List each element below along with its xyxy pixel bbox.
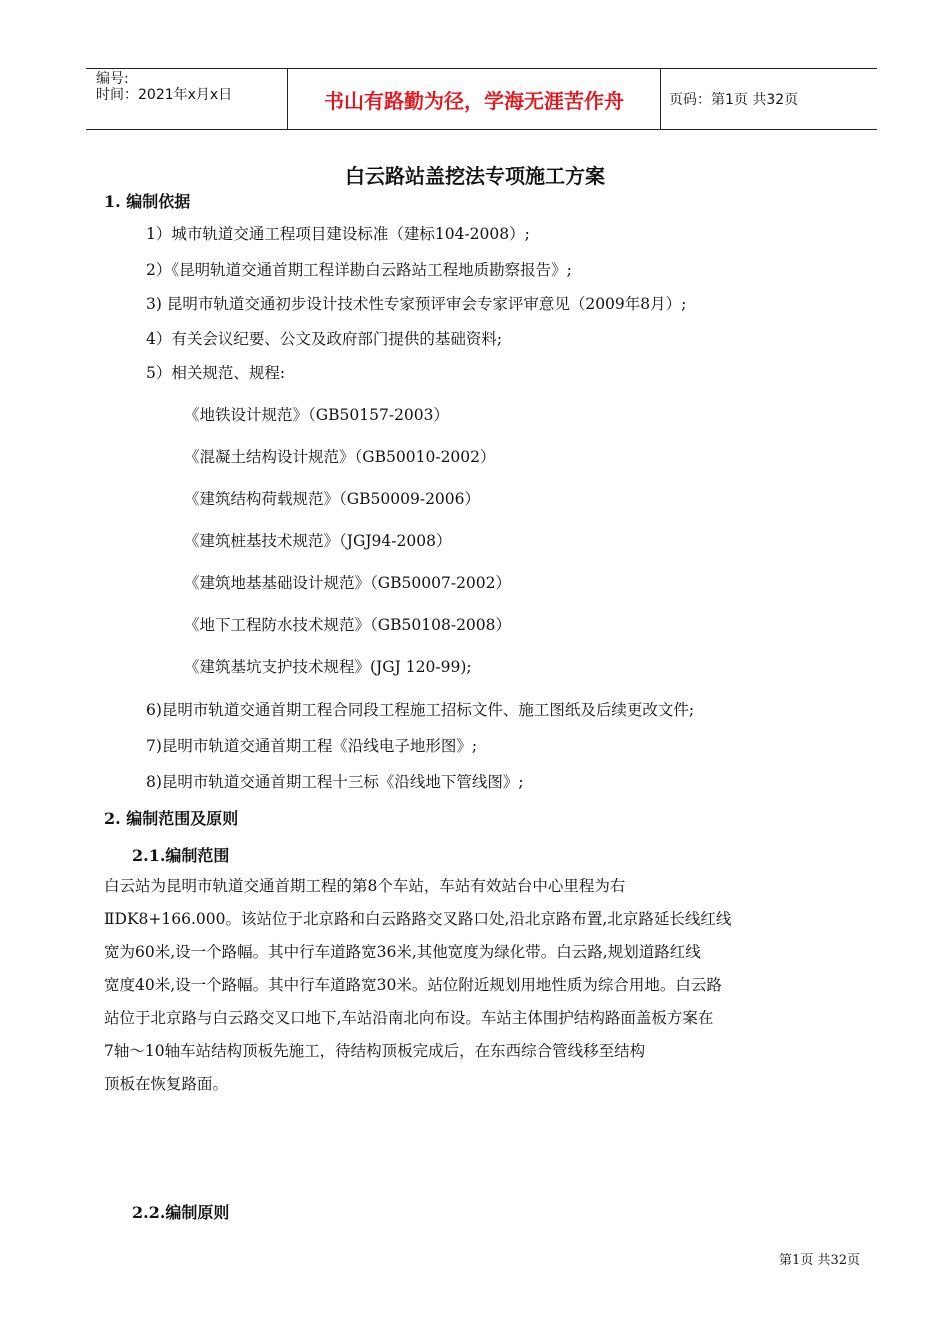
basis-item-7: 7)昆明市轨道交通首期工程《沿线电子地形图》; (146, 737, 478, 755)
standard-4: 《建筑桩基技术规范》（JGJ94-2008） (184, 532, 452, 550)
subsection-2-1-heading: 2.1.编制范围 (132, 846, 230, 865)
document-title: 白云路站盖挖法专项施工方案 (345, 164, 605, 188)
scope-line-7: 顶板在恢复路面。 (104, 1075, 229, 1093)
page-footer: 第1页 共32页 (779, 1253, 860, 1268)
scope-line-2: ⅡDK8+166.000。该站位于北京路和白云路路交叉路口处,沿北京路布置,北京路延长线红线 (104, 910, 732, 928)
standard-6: 《地下工程防水技术规范》（GB50108-2008） (184, 616, 512, 634)
time-label: 时间：2021年x月x日 (96, 87, 233, 103)
section-2-heading: 2. 编制范围及原则 (104, 809, 239, 828)
section-1-heading: 1. 编制依据 (104, 192, 191, 211)
scope-line-5: 站位于北京路与白云路交叉口地下,车站沿南北向布设。车站主体围护结构路面盖板方案在 (104, 1009, 714, 1027)
standard-1: 《地铁设计规范》（GB50157-2003） (184, 406, 450, 424)
scope-line-1: 白云站为昆明市轨道交通首期工程的第8个车站，车站有效站台中心里程为右 (104, 877, 626, 895)
standard-5: 《建筑地基基础设计规范》（GB50007-2002） (184, 574, 512, 592)
scope-paragraph (104, 870, 864, 1101)
basis-item-4: 4）有关会议纪要、公文及政府部门提供的基础资料; (146, 330, 503, 348)
header-meta (86, 69, 288, 129)
basis-item-3: 3) 昆明市轨道交通初步设计技术性专家预评审会专家评审意见（2009年8月）; (146, 295, 687, 313)
number-label: 编号: (96, 71, 129, 87)
scope-line-6: 7轴～10轴车站结构顶板先施工，待结构顶板完成后，在东西综合管线移至结构 (104, 1042, 646, 1060)
basis-item-5: 5）相关规范、规程: (146, 364, 286, 382)
header-page-info: 页码：第1页 共32页 (669, 92, 799, 108)
standard-7: 《建筑基坑支护技术规程》(JGJ 120-99); (184, 658, 472, 676)
basis-item-2: 2）《昆明轨道交通首期工程详勘白云路站工程地质勘察报告》; (146, 261, 572, 279)
standard-3: 《建筑结构荷载规范》（GB50009-2006） (184, 490, 481, 508)
basis-item-6: 6)昆明市轨道交通首期工程合同段工程施工招标文件、施工图纸及后续更改文件; (146, 701, 695, 719)
basis-item-8: 8)昆明市轨道交通首期工程十三标《沿线地下管线图》; (146, 773, 524, 791)
scope-line-4: 宽度40米,设一个路幅。其中行车道路宽30米。站位附近规划用地性质为综合用地。白云路 (104, 976, 722, 994)
subsection-2-2-heading: 2.2.编制原则 (132, 1203, 230, 1222)
scope-line-3: 宽为60米,设一个路幅。其中行车道路宽36米,其他宽度为绿化带。白云路,规划道路红线 (104, 943, 701, 961)
basis-item-1: 1）城市轨道交通工程项目建设标准（建标104-2008）; (146, 225, 530, 243)
page-header (86, 68, 877, 130)
header-motto: 书山有路勤为径，学海无涯苦作舟 (288, 69, 661, 129)
standard-2: 《混凝土结构设计规范》（GB50010-2002） (184, 448, 496, 466)
